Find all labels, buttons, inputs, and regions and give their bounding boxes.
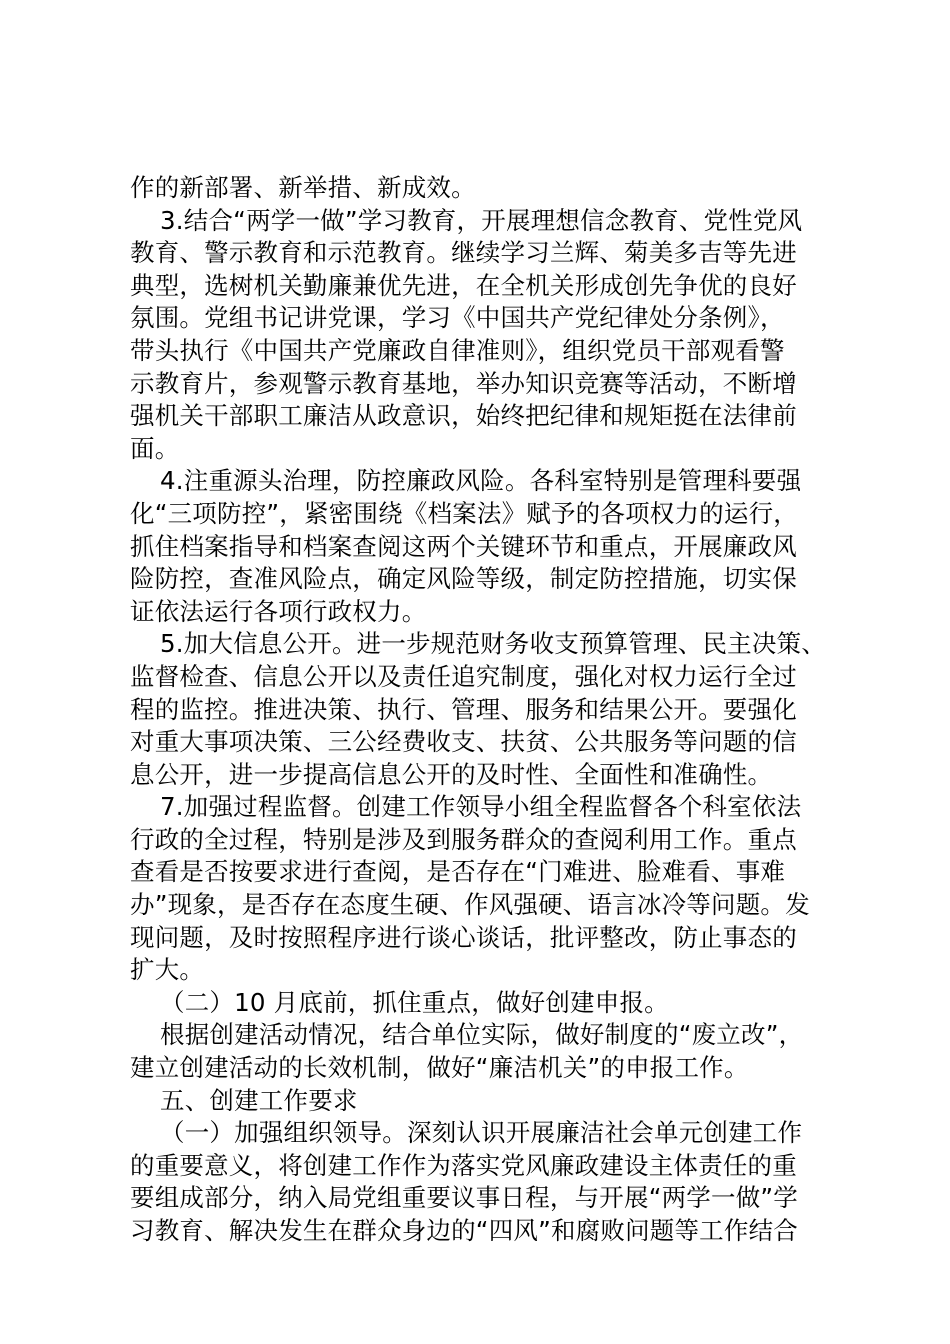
- text-line: 强机关干部职工廉洁从政意识，始终把纪律和规矩挺在法律前: [130, 401, 797, 431]
- text-line: （二）10 月底前，抓住重点，做好创建申报。: [160, 987, 669, 1017]
- text-line: 氛围。党组书记讲党课，学习《中国共产党纪律处分条例》，: [130, 303, 785, 333]
- text-line: 的重要意义，将创建工作作为落实党风廉政建设主体责任的重: [130, 1150, 797, 1180]
- body-text: [130, 172, 830, 1248]
- text-line: 建立创建活动的长效机制，做好“廉洁机关”的申报工作。: [130, 1053, 749, 1083]
- text-line: 抓住档案指导和档案查阅这两个关键环节和重点，开展廉政风: [130, 531, 797, 561]
- text-line: 面。: [130, 433, 180, 463]
- text-line: 习教育、解决发生在群众身边的“四风”和腐败问题等工作结合: [130, 1216, 798, 1245]
- text-line: 化“三项防控”，紧密围绕《档案法》赋予的各项权力的运行，: [130, 498, 798, 528]
- text-line: 7.加强过程监督。创建工作领导小组全程监督各个科室依法: [160, 792, 802, 822]
- text-line: 根据创建活动情况，结合单位实际，做好制度的“废立改”，: [160, 1020, 804, 1050]
- text-line: 要组成部分，纳入局党组重要议事日程，与开展“两学一做”学: [130, 1183, 798, 1213]
- text-line: 教育、警示教育和示范教育。继续学习兰辉、菊美多吉等先进: [130, 238, 797, 268]
- text-line: （一）加强组织领导。深刻认识开展廉洁社会单元创建工作: [160, 1118, 803, 1148]
- text-line: 对重大事项决策、三公经费收支、扶贫、公共服务等问题的信: [130, 727, 797, 757]
- text-line: 办”现象，是否存在态度生硬、作风强硬、语言冰冷等问题。发: [130, 890, 810, 920]
- text-line: 带头执行《中国共产党廉政自律准则》，组织党员干部观看警: [130, 335, 785, 365]
- text-line: 险防控，查准风险点，确定风险等级，制定防控措施，切实保: [130, 564, 797, 594]
- text-line: 查看是否按要求进行查阅，是否存在“门难进、脸难看、事难: [130, 857, 786, 887]
- text-line: 3.结合“两学一做”学习教育，开展理想信念教育、党性党风: [160, 205, 803, 235]
- text-line: 行政的全过程，特别是涉及到服务群众的查阅利用工作。重点: [130, 824, 797, 854]
- text-line: 现问题，及时按照程序进行谈心谈话，批评整改，防止事态的: [130, 922, 797, 952]
- text-line: 证依法运行各项行政权力。: [130, 596, 427, 626]
- text-line: 5.加大信息公开。进一步规范财务收支预算管理、民主决策、: [160, 629, 826, 659]
- text-line: 监督检查、信息公开以及责任追究制度，强化对权力运行全过: [130, 661, 797, 691]
- text-line: 示教育片，参观警示教育基地，举办知识竞赛等活动，不断增: [130, 368, 797, 398]
- text-line: 作的新部署、新举措、新成效。: [130, 173, 476, 202]
- text-line: 息公开，进一步提高信息公开的及时性、全面性和准确性。: [130, 759, 773, 789]
- text-line: 五、创建工作要求: [160, 1085, 358, 1115]
- text-line: 4.注重源头治理，防控廉政风险。各科室特别是管理科要强: [160, 466, 802, 496]
- text-line: 程的监控。推进决策、执行、管理、服务和结果公开。要强化: [130, 694, 797, 724]
- text-line: 典型，选树机关勤廉兼优先进，在全机关形成创先争优的良好: [130, 270, 797, 300]
- text-line: 扩大。: [130, 955, 205, 985]
